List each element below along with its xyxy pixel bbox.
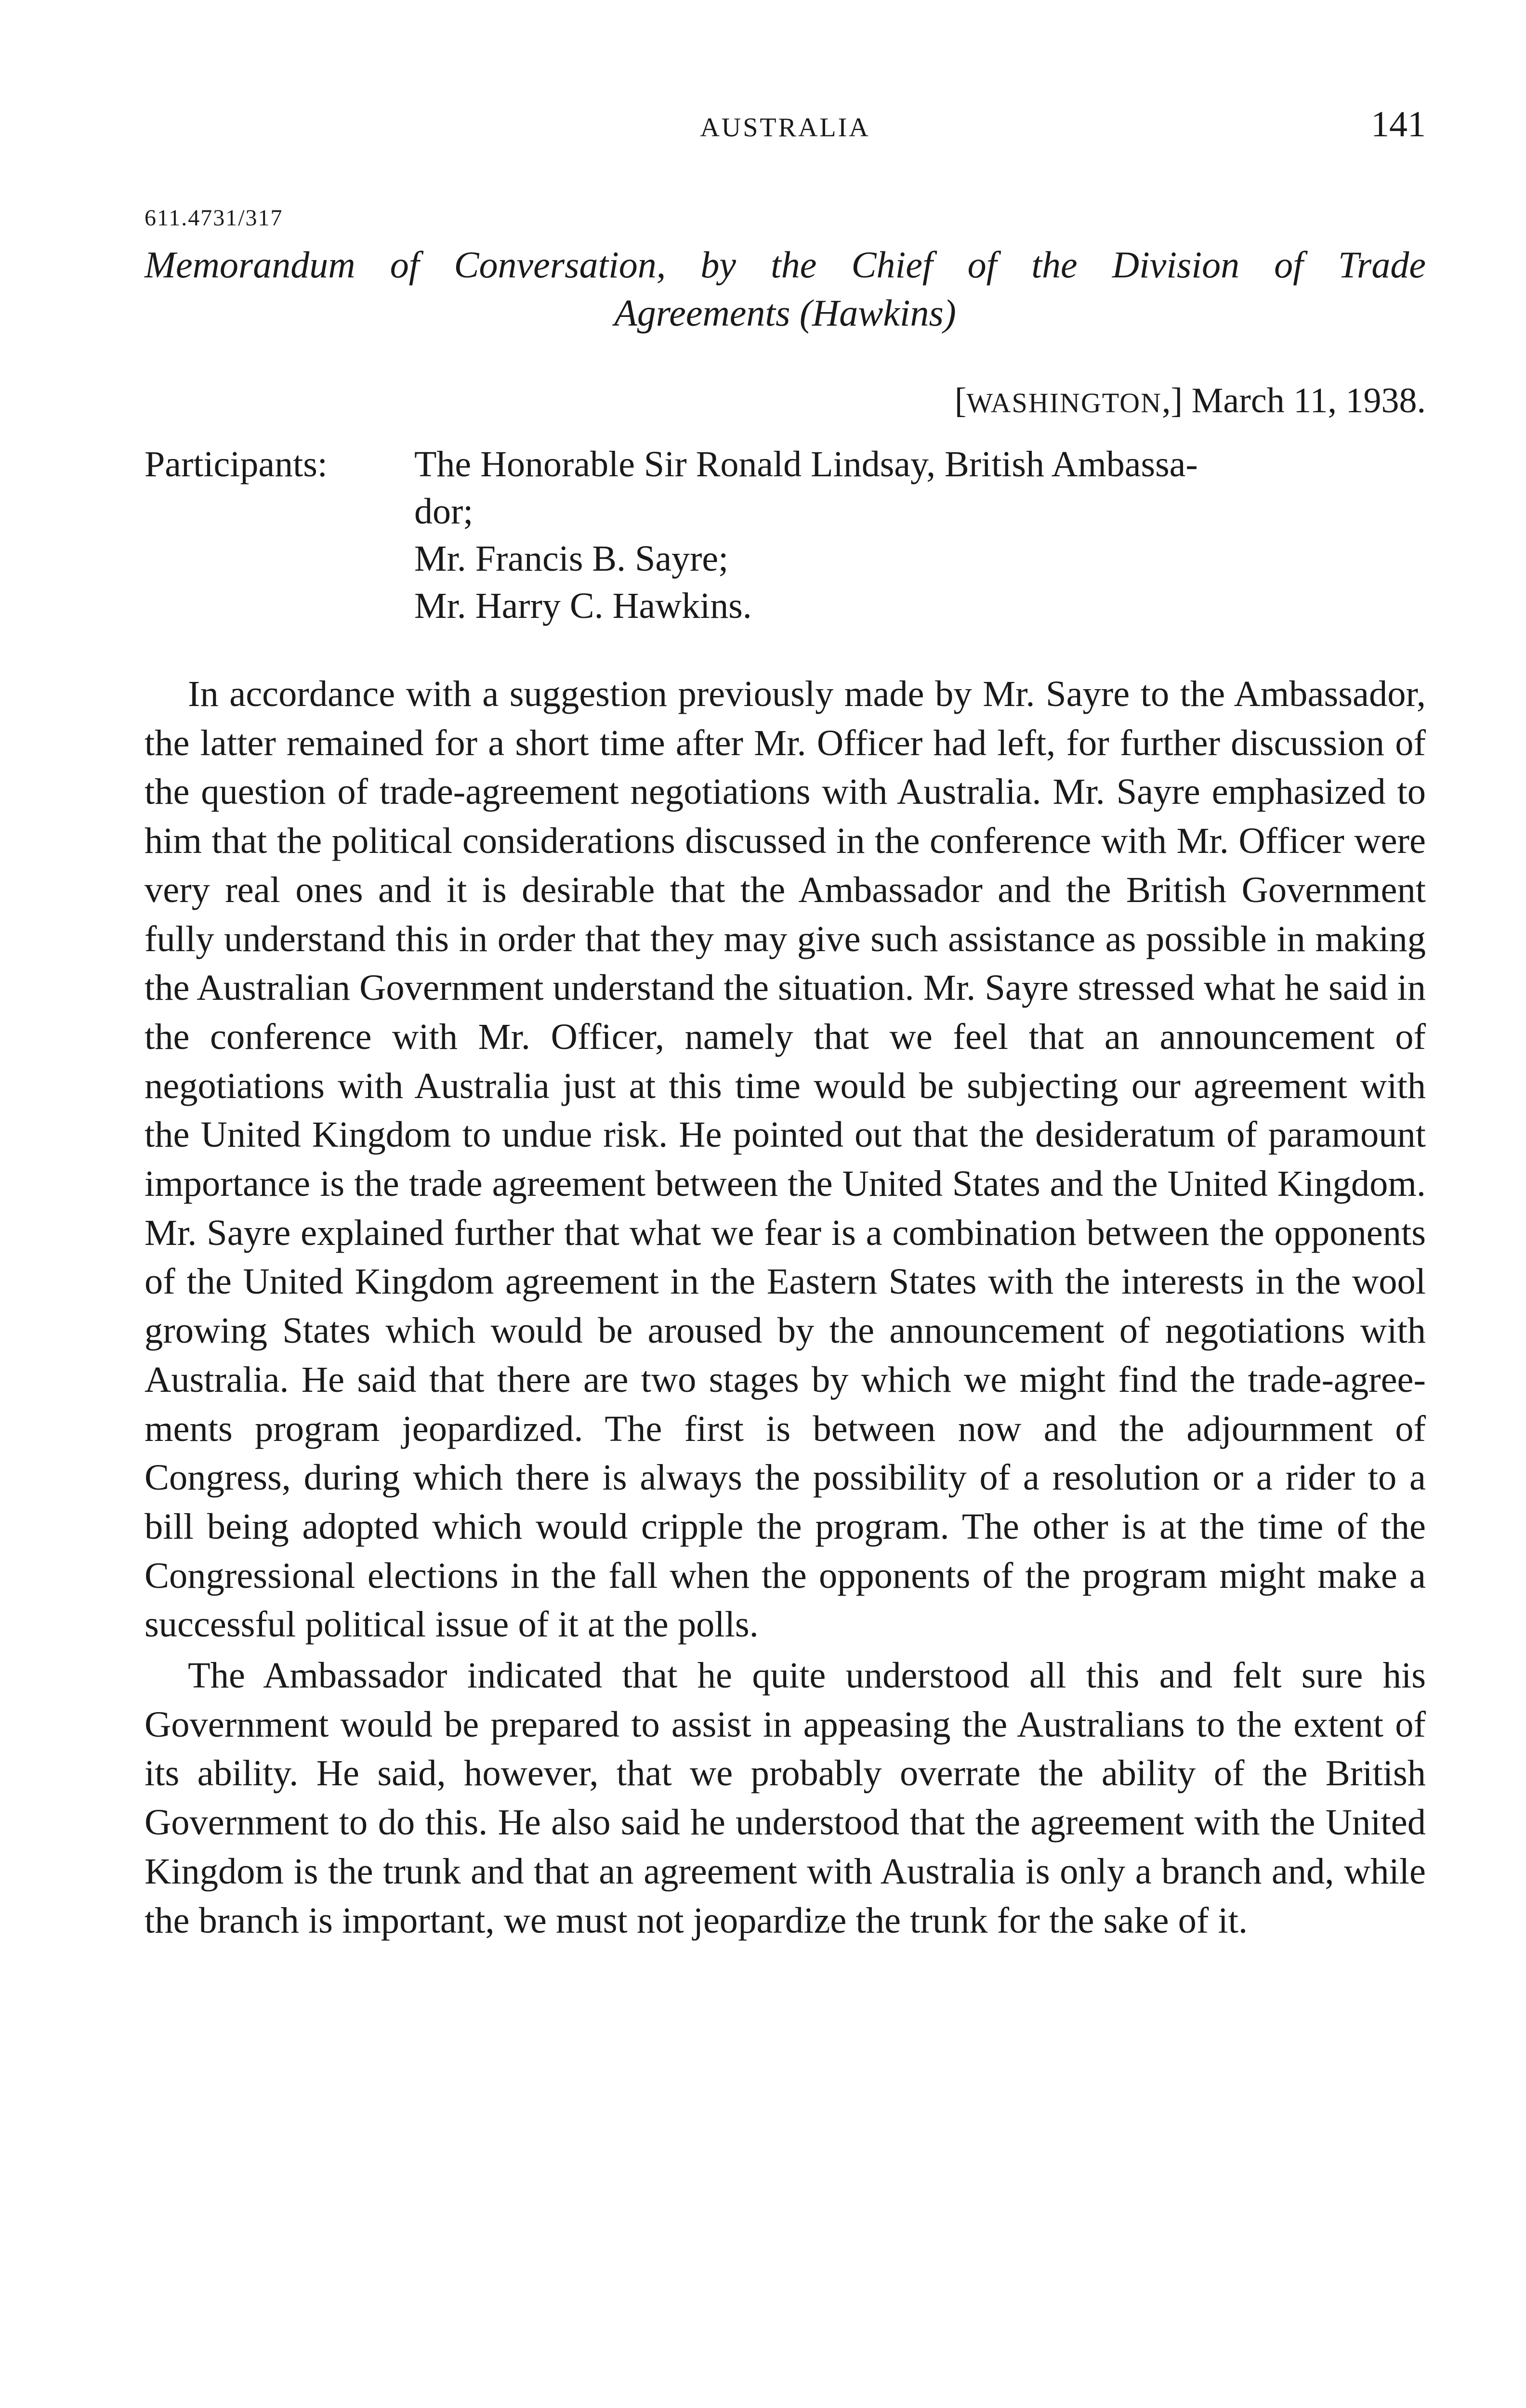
dateline-place: WASHINGTON (966, 387, 1162, 419)
document-page (145, 0, 1426, 2408)
body-paragraph: The Ambassador indicated that he quite understood all this and felt sure his Government would be prepared to assist in appeasing the Australians to the extent of its ability. He said, however, that we probably overrate the ability of the British Government to do this. He also said he understood that the agreement with the United Kingdom is the trunk and that an agreement with Australia is only a branch and, while the branch is important, we must not jeopardize the trunk for the sake of it. (145, 1655, 1426, 1941)
dateline-close-bracket: ,] (1161, 381, 1183, 420)
page-number: 141 (1371, 104, 1426, 144)
dateline (955, 380, 1426, 421)
participants-label: Participants: (145, 444, 328, 484)
participants-list (414, 441, 1435, 629)
document-title-line-2: Agreements (Hawkins) (614, 292, 956, 334)
running-head (145, 104, 1426, 147)
participant-line: The Honorable Sir Ronald Lindsay, British Ambassa- (414, 444, 1198, 484)
dateline-open-bracket: [ (954, 381, 967, 420)
participant-line: dor; (414, 491, 474, 532)
running-title: AUSTRALIA (700, 113, 870, 143)
memorandum-body (145, 669, 1426, 1945)
dateline-date: March 11, 1938. (1191, 381, 1426, 420)
document-title (145, 241, 1426, 337)
document-title-line-1: Memorandum of Conversation, by the Chief of the Division of Trade (145, 244, 1426, 286)
participant-line: Mr. Harry C. Hawkins. (414, 586, 752, 626)
participant-line: Mr. Francis B. Sayre; (414, 538, 729, 579)
body-paragraph: In accordance with a suggestion previously made by Mr. Sayre to the Ambassador, the latter remained for a short time after Mr. Officer had left, for further discussion of the question of trade-agreement negotiations with Australia. Mr. Sayre emphasized to him that the political considerations discussed in the conference with Mr. Officer were very real ones and it is desirable that the Ambassador and the British Government fully understand this in order that they may give such assistance as possible in making the Australian Government understand the situation. Mr. Sayre stressed what he said in the conference with Mr. Officer, namely that we feel that an announcement of negotiations with Australia just at this time would be subjecting our agreement with the United Kingdom to undue risk. He pointed out that the desideratum of paramount importance is the trade agreement between the United States and the United Kingdom. Mr. Sayre explained further that what we fear is a combination between the opponents of the United Kingdom agreement in the Eastern States with the interests in the wool growing States which would be aroused by the announcement of negotiations with Australia. He said that there are two stages by which we might find the trade-agreements program jeopardized. The first is between now and the adjournment of Congress, during which there is always the possibility of a resolution or a rider to a bill being adopted which would cripple the program. The other is at the time of the Congressional elections in the fall when the opponents of the program might make a successful political issue of it at the polls. (145, 673, 1426, 1645)
file-number: 611.4731/317 (145, 205, 283, 231)
